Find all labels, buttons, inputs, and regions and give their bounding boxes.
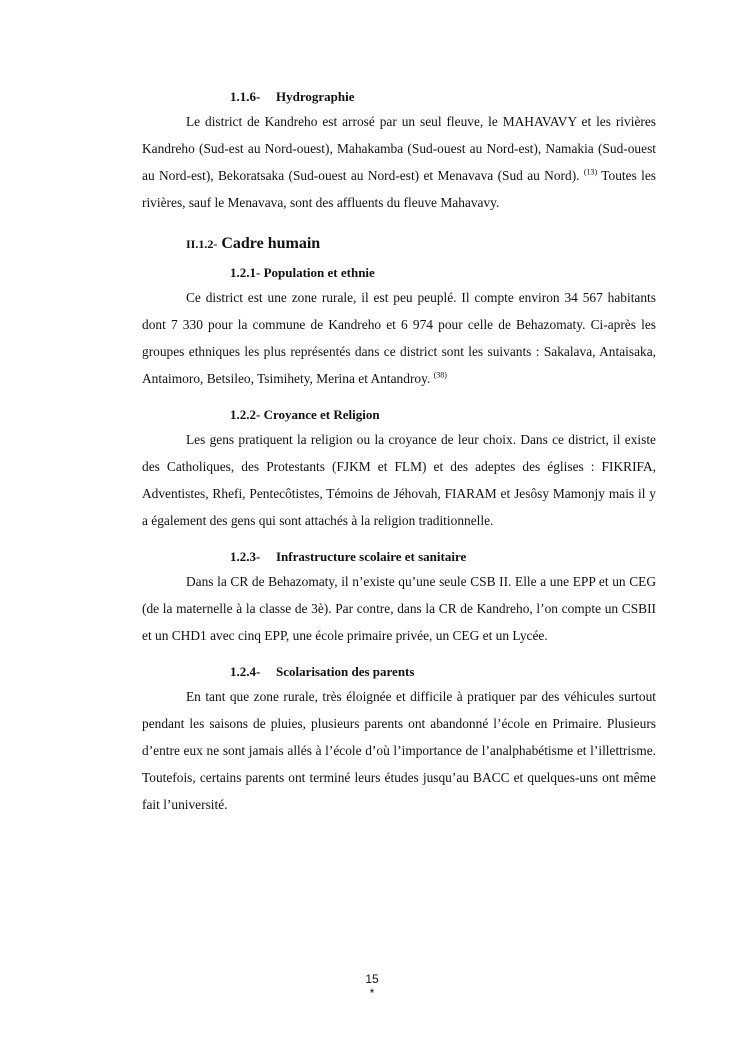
section-title: Croyance et Religion [263, 407, 380, 422]
reference-superscript: (13) [583, 167, 598, 177]
heading-infrastructure [142, 546, 656, 568]
section-number: 1.2.4- [230, 664, 261, 679]
reference-superscript: (38) [433, 370, 447, 380]
heading-population [142, 262, 656, 284]
section-title: Infrastructure scolaire et sanitaire [276, 549, 467, 564]
section-number: II.1.2- [186, 237, 218, 251]
section-title: Hydrographie [276, 89, 355, 104]
page-number: 15 [365, 972, 379, 986]
paragraph-text: Toutes les rivières, sauf le Menavava, sont des affluents du fleuve Mahavavy. [142, 168, 657, 210]
section-number: 1.1.6- [230, 89, 261, 104]
heading-scolarisation [142, 661, 656, 683]
heading-cadre-humain [142, 232, 656, 256]
paragraph-hydrographie [142, 108, 656, 216]
page-footer [0, 972, 744, 1000]
paragraph-scolarisation: En tant que zone rurale, très éloignée et difficile à pratiquer par des véhicules surtout pendant les saisons de pluies, plusieurs parents ont abandonné l’école en Primaire. Plusieurs d’entre eux ne sont jamais allés à l’école d’où l’importance de l’analphabétisme et l’illettrisme. Toutefois, certains parents ont terminé leurs études jusqu’au BACC et quelques-uns ont même fait l’université. [142, 689, 656, 812]
section-title: Population et ethnie [263, 265, 375, 280]
paragraph-text: Ce district est une zone rurale, il est peu peuplé. Il compte environ 34 567 habitants dont 7 330 pour la commune de Kandreho et 6 974 pour celle de Behazomaty. Ci-après les groupes ethniques les plus représentés dans ce district sont les suivants : Sakalava, Antaisaka, Antaimoro, Betsileo, Tsimihety, Merina et Antandroy. [142, 290, 656, 386]
document-page [142, 86, 656, 818]
paragraph-population [142, 284, 656, 392]
footer-mark: * [369, 986, 375, 1000]
paragraph-croyance: Les gens pratiquent la religion ou la croyance de leur choix. Dans ce district, il existe des Catholiques, des Protestants (FJKM et FLM) et des adeptes des églises : FIKRIFA, Adventistes, Rhefi, Pentecôtistes, Témoins de Jéhovah, FIARAM et Jesôsy Mamonjy mais il y a également des gens qui sont attachés à la religion traditionnelle. [142, 432, 656, 528]
paragraph-text: Le district de Kandreho est arrosé par un seul fleuve, le MAHAVAVY et les rivières Kandreho (Sud-est au Nord-ouest), Mahakamba (Sud-ouest au Nord-est), Namakia (Sud-ouest au Nord-est), Bekoratsaka (Sud-ouest au Nord-est) et Menavava (Sud au Nord). [142, 114, 656, 183]
section-title: Scolarisation des parents [276, 664, 415, 679]
section-number: 1.2.2- [230, 407, 261, 422]
section-number: 1.2.1- [230, 265, 261, 280]
heading-hydrographie [142, 86, 656, 108]
heading-croyance [142, 404, 656, 426]
paragraph-infrastructure: Dans la CR de Behazomaty, il n’existe qu’une seule CSB II. Elle a une EPP et un CEG (de la maternelle à la classe de 3è). Par contre, dans la CR de Kandreho, l’on compte un CSBII et un CHD1 avec cinq EPP, une école primaire privée, un CEG et un Lycée. [142, 574, 656, 643]
section-number: 1.2.3- [230, 549, 261, 564]
section-title: Cadre humain [221, 235, 321, 252]
